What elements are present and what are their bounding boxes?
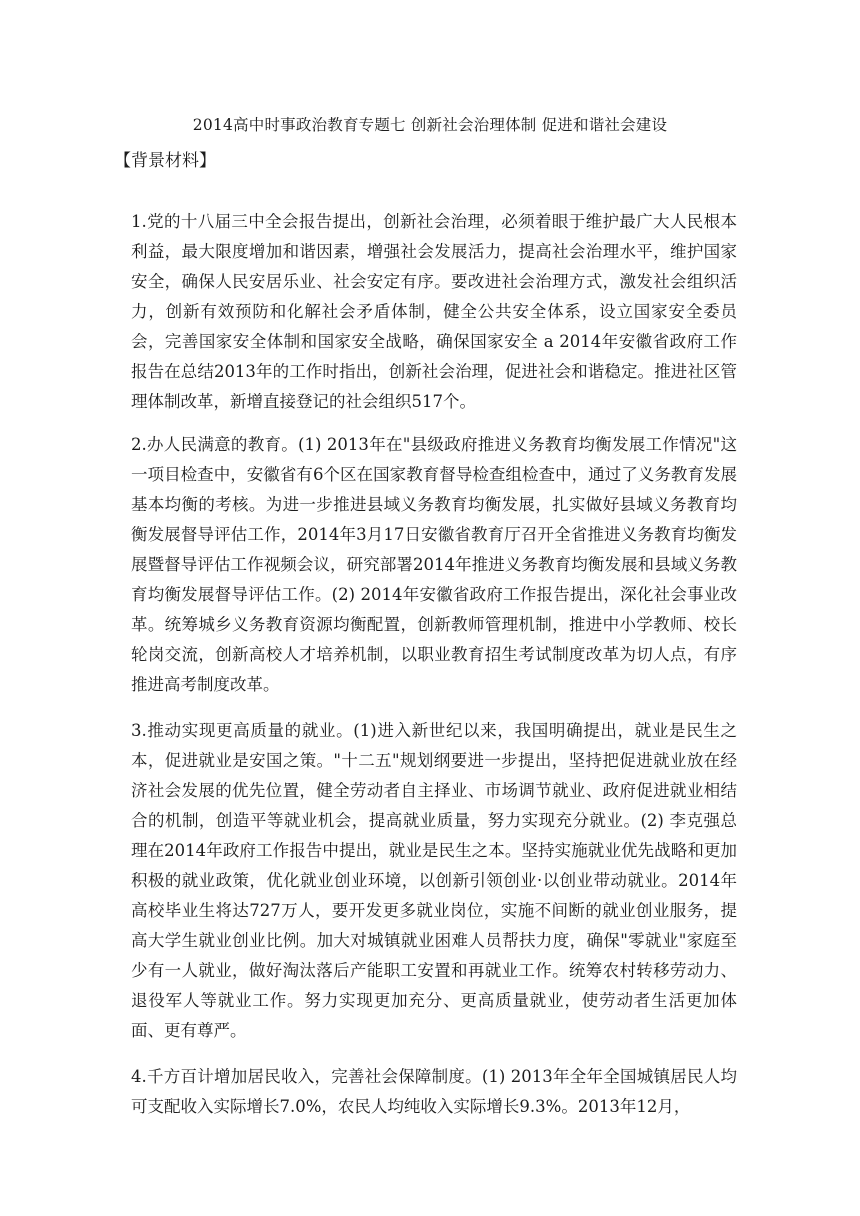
paragraph-2: 2.办人民满意的教育。(1) 2013年在"县级政府推进义务教育均衡发展工作情况"这一项目检查中，安徽省有6个区在国家教育督导检查组检查中，通过了义务教育发展基本均衡的考核。为进一步推进县域义务教育均衡发展，扎实做好县域义务教育均衡发展督导评估工作，2014年3月17日安徽省教育厅召开全省推进义务教育均衡发展暨督导评估工作视频会议，研究部署2014年推进义务教育均衡发展和县域义务教育均衡发展督导评估工作。(2) 2014年安徽省政府工作报告提出，深化社会事业改革。统筹城乡义务教育资源均衡配置，创新教师管理机制，推进中小学教师、校长轮岗交流，创新高校人才培养机制，以职业教育招生考试制度改革为切人点，有序推进高考制度改革。 [131,434,737,694]
paragraph-3: 3.推动实现更高质量的就业。(1)进入新世纪以来，我国明确提出，就业是民生之本，促进就业是安国之策。"十二五"规划纲要进一步提出，坚持把促进就业放在经济社会发展的优先位置，健全劳动者自主择业、市场调节就业、政府促进就业相结合的机制，创造平等就业机会，提高就业质量，努力实现充分就业。(2) 李克强总理在2014年政府工作报告中提出，就业是民生之本。坚持实施就业优先战略和更加积极的就业政策，优化就业创业环境，以创新引领创业·以创业带动就业。2014年高校毕业生将达727万人，要开发更多就业岗位，实施不间断的就业创业服务，提高大学生就业创业比例。加大对城镇就业困难人员帮扶力度，确保"零就业"家庭至少有一人就业，做好淘汰落后产能职工安置和再就业工作。统筹农村转移劳动力、退役军人等就业工作。努力实现更加充分、更高质量就业，使劳动者生活更加体面、更有尊严。 [131,720,737,1040]
paragraph-1: 1.党的十八届三中全会报告提出，创新社会治理，必须着眼于维护最广大人民根本利益，最大限度增加和谐因素，增强社会发展活力，提高社会治理水平，维护国家安全，确保人民安居乐业、社会安定有序。要改进社会治理方式，激发社会组织活力，创新有效预防和化解社会矛盾体制，健全公共安全体系，设立国家安全委员会，完善国家安全体制和国家安全战略，确保国家安全 a 2014年安徽省政府工作报告在总结2013年的工作时指出，创新社会治理，促进社会和谐稳定。推进社区管理体制改革，新增直接登记的社会组织517个。 [131,211,737,411]
document-title: 2014高中时事政治教育专题七 创新社会治理体制 促进和谐社会建设 [192,116,668,134]
paragraph-4: 4.千方百计增加居民收入，完善社会保障制度。(1) 2013年全年全国城镇居民人均可支配收入实际增长7.0%，农民人均纯收入实际增长9.3%。2013年12月， [131,1066,737,1116]
section-heading: 【背景材料】 [114,151,216,171]
